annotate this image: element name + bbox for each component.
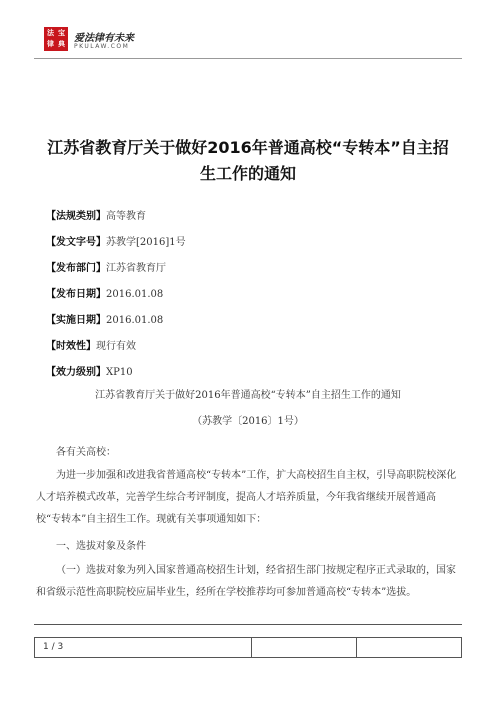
- logo-url: PKULAW.COM: [74, 43, 130, 50]
- page-number: 1 / 3: [43, 642, 64, 652]
- doc-number: （苏教学〔2016〕1号）: [192, 416, 304, 427]
- footer-cell: [251, 638, 357, 657]
- footer-cell: [35, 638, 252, 657]
- meta-effective-date: 【实施日期】2016.01.08: [46, 315, 164, 326]
- salutation: 各有关高校：: [56, 447, 116, 458]
- meta-doc-number: 【发文字号】苏教学[2016]1号: [46, 237, 186, 248]
- item-paragraph: （一）选拔对象为列入国家普通高校招生计划，经省招生部门按规定程序正式录取的，国家和省级示范性高职院校应届毕业生，经所在学校推荐均可参加普通高校“专转本”选拔。: [36, 565, 456, 598]
- seal-icon: 法 宝 律 典: [44, 27, 68, 51]
- meta-validity: 【时效性】现行有效: [46, 341, 136, 352]
- meta-level: 【效力级别】XP10: [46, 367, 133, 378]
- doc-subtitle: 江苏省教育厅关于做好2016年普通高校“专转本”自主招生工作的通知: [95, 390, 401, 401]
- footer-divider: [34, 624, 462, 625]
- intro-paragraph: 为进一步加强和改进我省普通高校“专转本”工作，扩大高校招生自主权，引导高职院校深化人才培养模式改革，完善学生综合考评制度，提高人才培养质量，今年我省继续开展普通高校“专转本”自主招生工作。现就有关事项通知如下：: [36, 470, 457, 525]
- meta-department: 【发布部门】江苏省教育厅: [46, 263, 166, 274]
- logo-slogan: 爱法律有未来: [74, 33, 134, 44]
- footer-table: [34, 637, 462, 658]
- section-heading: 一、选拔对象及条件: [56, 541, 146, 552]
- meta-category: 【法规类别】高等教育: [46, 211, 146, 222]
- document-title: 江苏省教育厅关于做好2016年普通高校“专转本”自主招生工作的通知: [47, 138, 449, 183]
- meta-publish-date: 【发布日期】2016.01.08: [46, 289, 164, 300]
- header-divider: [34, 58, 462, 59]
